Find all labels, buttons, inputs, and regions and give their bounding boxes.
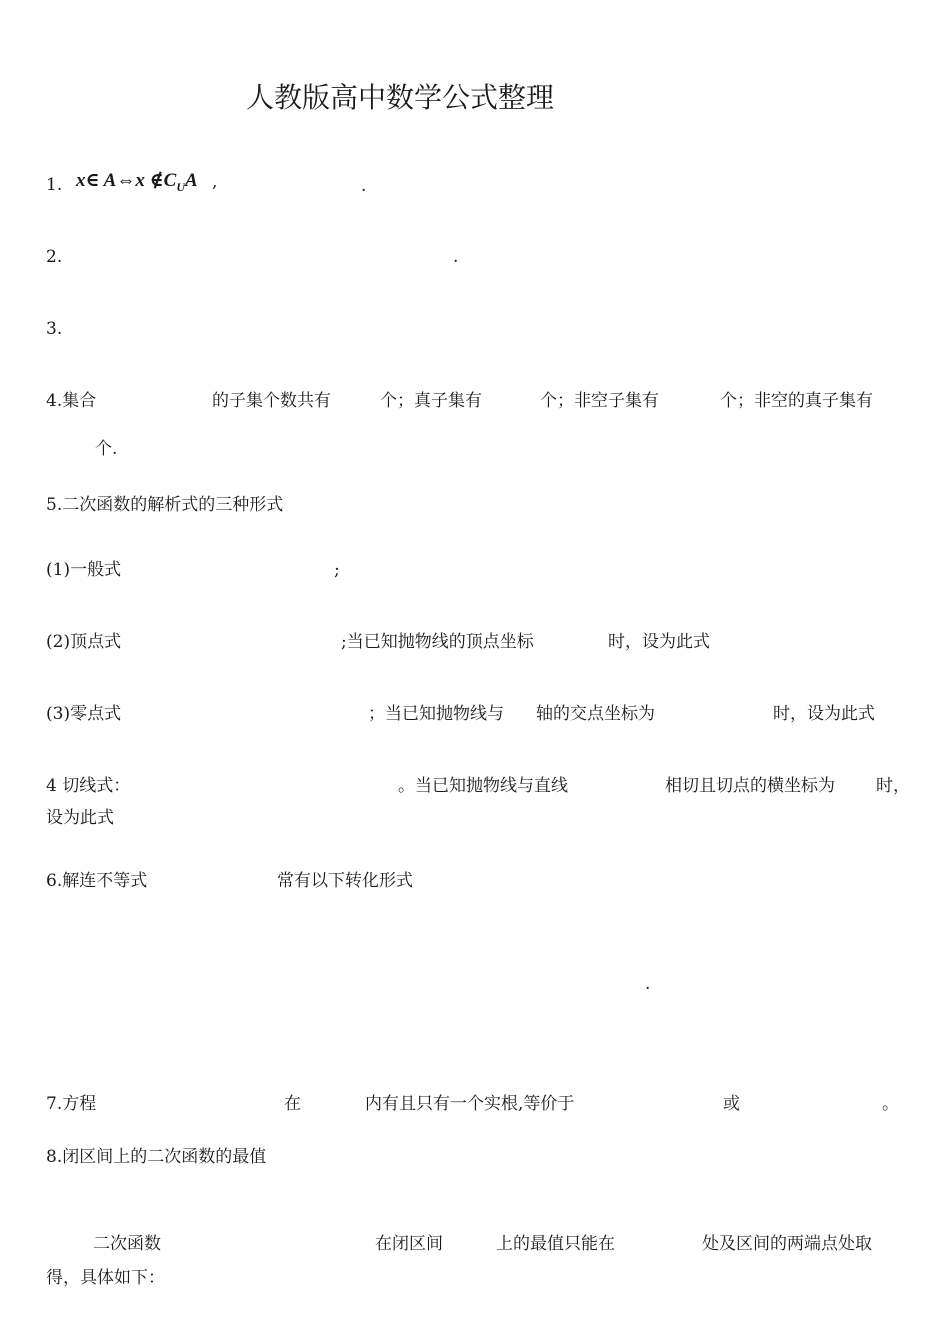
item-3-number: 3. [46, 319, 63, 339]
item-8-part-5: 得，具体如下： [46, 1268, 165, 1288]
item-8-part-1: 二次函数 [93, 1234, 161, 1254]
item-8-part-3: 上的最值只能在 [496, 1234, 615, 1254]
item-5-form-4-line-2: 设为此式 [46, 808, 114, 828]
item-5-form-2-label: (2)顶点式 [46, 632, 122, 652]
item-7-part-3: 内有且只有一个实根,等价于 [365, 1094, 575, 1114]
item-5-form-4-label: 4 切线式： [46, 776, 131, 796]
item-7-part-2: 在 [284, 1094, 301, 1114]
item-1-comma: , [212, 172, 218, 192]
item-5-form-3-text: ；当已知抛物线与 [368, 704, 504, 724]
item-7-part-4: 或 [723, 1094, 740, 1114]
item-5-form-3-label: (3)零点式 [46, 704, 122, 724]
item-5-form-4-end: 时， [876, 776, 910, 796]
page-title: 人教版高中数学公式整理 [246, 81, 555, 114]
item-5-form-1-end: ; [334, 560, 340, 580]
item-4-part-2: 的子集个数共有 [212, 391, 331, 411]
item-4-part-4: 个；非空子集有 [540, 391, 659, 411]
item-5-form-4-text-2: 相切且切点的横坐标为 [665, 776, 835, 796]
item-8-heading: 8.闭区间上的二次函数的最值 [46, 1147, 267, 1167]
item-5-form-2-text: ;当已知抛物线的顶点坐标 [341, 632, 534, 652]
item-8-part-4: 处及区间的两端点处取 [702, 1234, 872, 1254]
item-6-part-1: 6.解连不等式 [46, 871, 148, 891]
item-4-part-1: 4.集合 [46, 391, 97, 411]
item-5-form-3-end: 时，设为此式 [773, 704, 875, 724]
item-4-part-6: 个. [95, 439, 118, 459]
item-6-part-2: 常有以下转化形式 [277, 871, 413, 891]
item-2-end: . [453, 247, 459, 267]
item-7-part-5: 。 [882, 1094, 899, 1114]
item-1-number: 1. [46, 175, 63, 195]
item-8-part-2: 在闭区间 [375, 1234, 443, 1254]
item-4-part-5: 个；非空的真子集有 [720, 391, 873, 411]
item-6-end: . [645, 974, 651, 994]
item-5-heading: 5.二次函数的解析式的三种形式 [46, 495, 284, 515]
item-5-form-4-text: 。当已知抛物线与直线 [398, 776, 568, 796]
item-1-formula: x∈ A⇔x $\notin C_UA$ [76, 170, 198, 194]
item-4-part-3: 个；真子集有 [380, 391, 482, 411]
item-5-form-2-end: 时，设为此式 [608, 632, 710, 652]
item-1-end: . [361, 176, 367, 196]
item-5-form-3-text-2: 轴的交点坐标为 [536, 704, 655, 724]
item-2-number: 2. [46, 247, 63, 267]
item-7-part-1: 7.方程 [46, 1094, 97, 1114]
item-5-form-1-label: (1)一般式 [46, 560, 122, 580]
